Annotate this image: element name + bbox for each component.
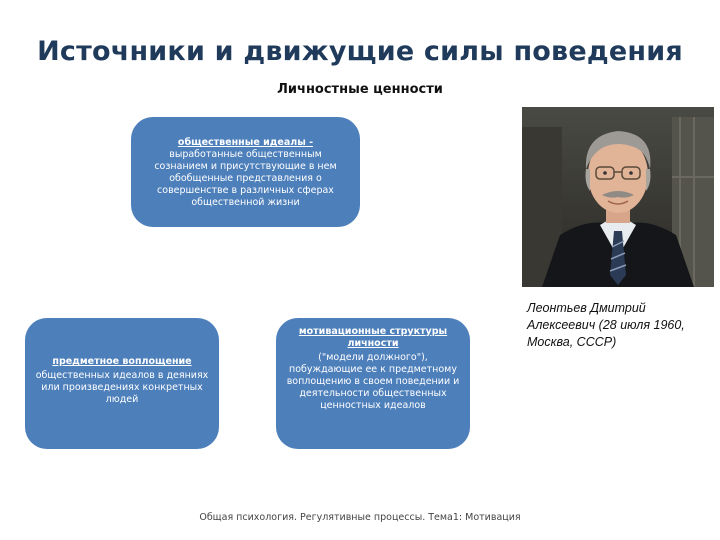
box-motivational-structures bbox=[276, 318, 470, 449]
box-embodiment bbox=[25, 318, 219, 449]
box-motivational-structures-term: мотивационные структуры личности bbox=[298, 326, 448, 349]
box-motivational-structures-text: ("модели должного"), побуждающие ее к предметному воплощению в своем поведении и деятельности общественных ценностных идеалов bbox=[286, 352, 460, 411]
box-social-ideals-term: общественные идеалы - bbox=[177, 137, 314, 148]
portrait-illustration bbox=[522, 107, 714, 287]
box-embodiment-text: общественных идеалов в деяниях или произведениях конкретных людей bbox=[35, 370, 209, 405]
box-social-ideals-text: выработанные общественным сознанием и присутствующие в нем обобщенные представления о совершенстве в различных сферах общественной жизни bbox=[154, 149, 337, 208]
slide-subtitle: Личностные ценности bbox=[277, 82, 443, 97]
portrait-photo bbox=[522, 107, 714, 287]
box-embodiment-term: предметное воплощение bbox=[52, 356, 192, 367]
slide-footer: Общая психология. Регулятивные процессы. Тема1: Мотивация bbox=[199, 512, 521, 523]
portrait-caption: Леонтьев Дмитрий Алексеевич (28 июля 1960, Москва, СССР) bbox=[527, 301, 685, 349]
box-social-ideals bbox=[131, 117, 360, 227]
slide-title: Источники и движущие силы поведения bbox=[37, 36, 683, 67]
